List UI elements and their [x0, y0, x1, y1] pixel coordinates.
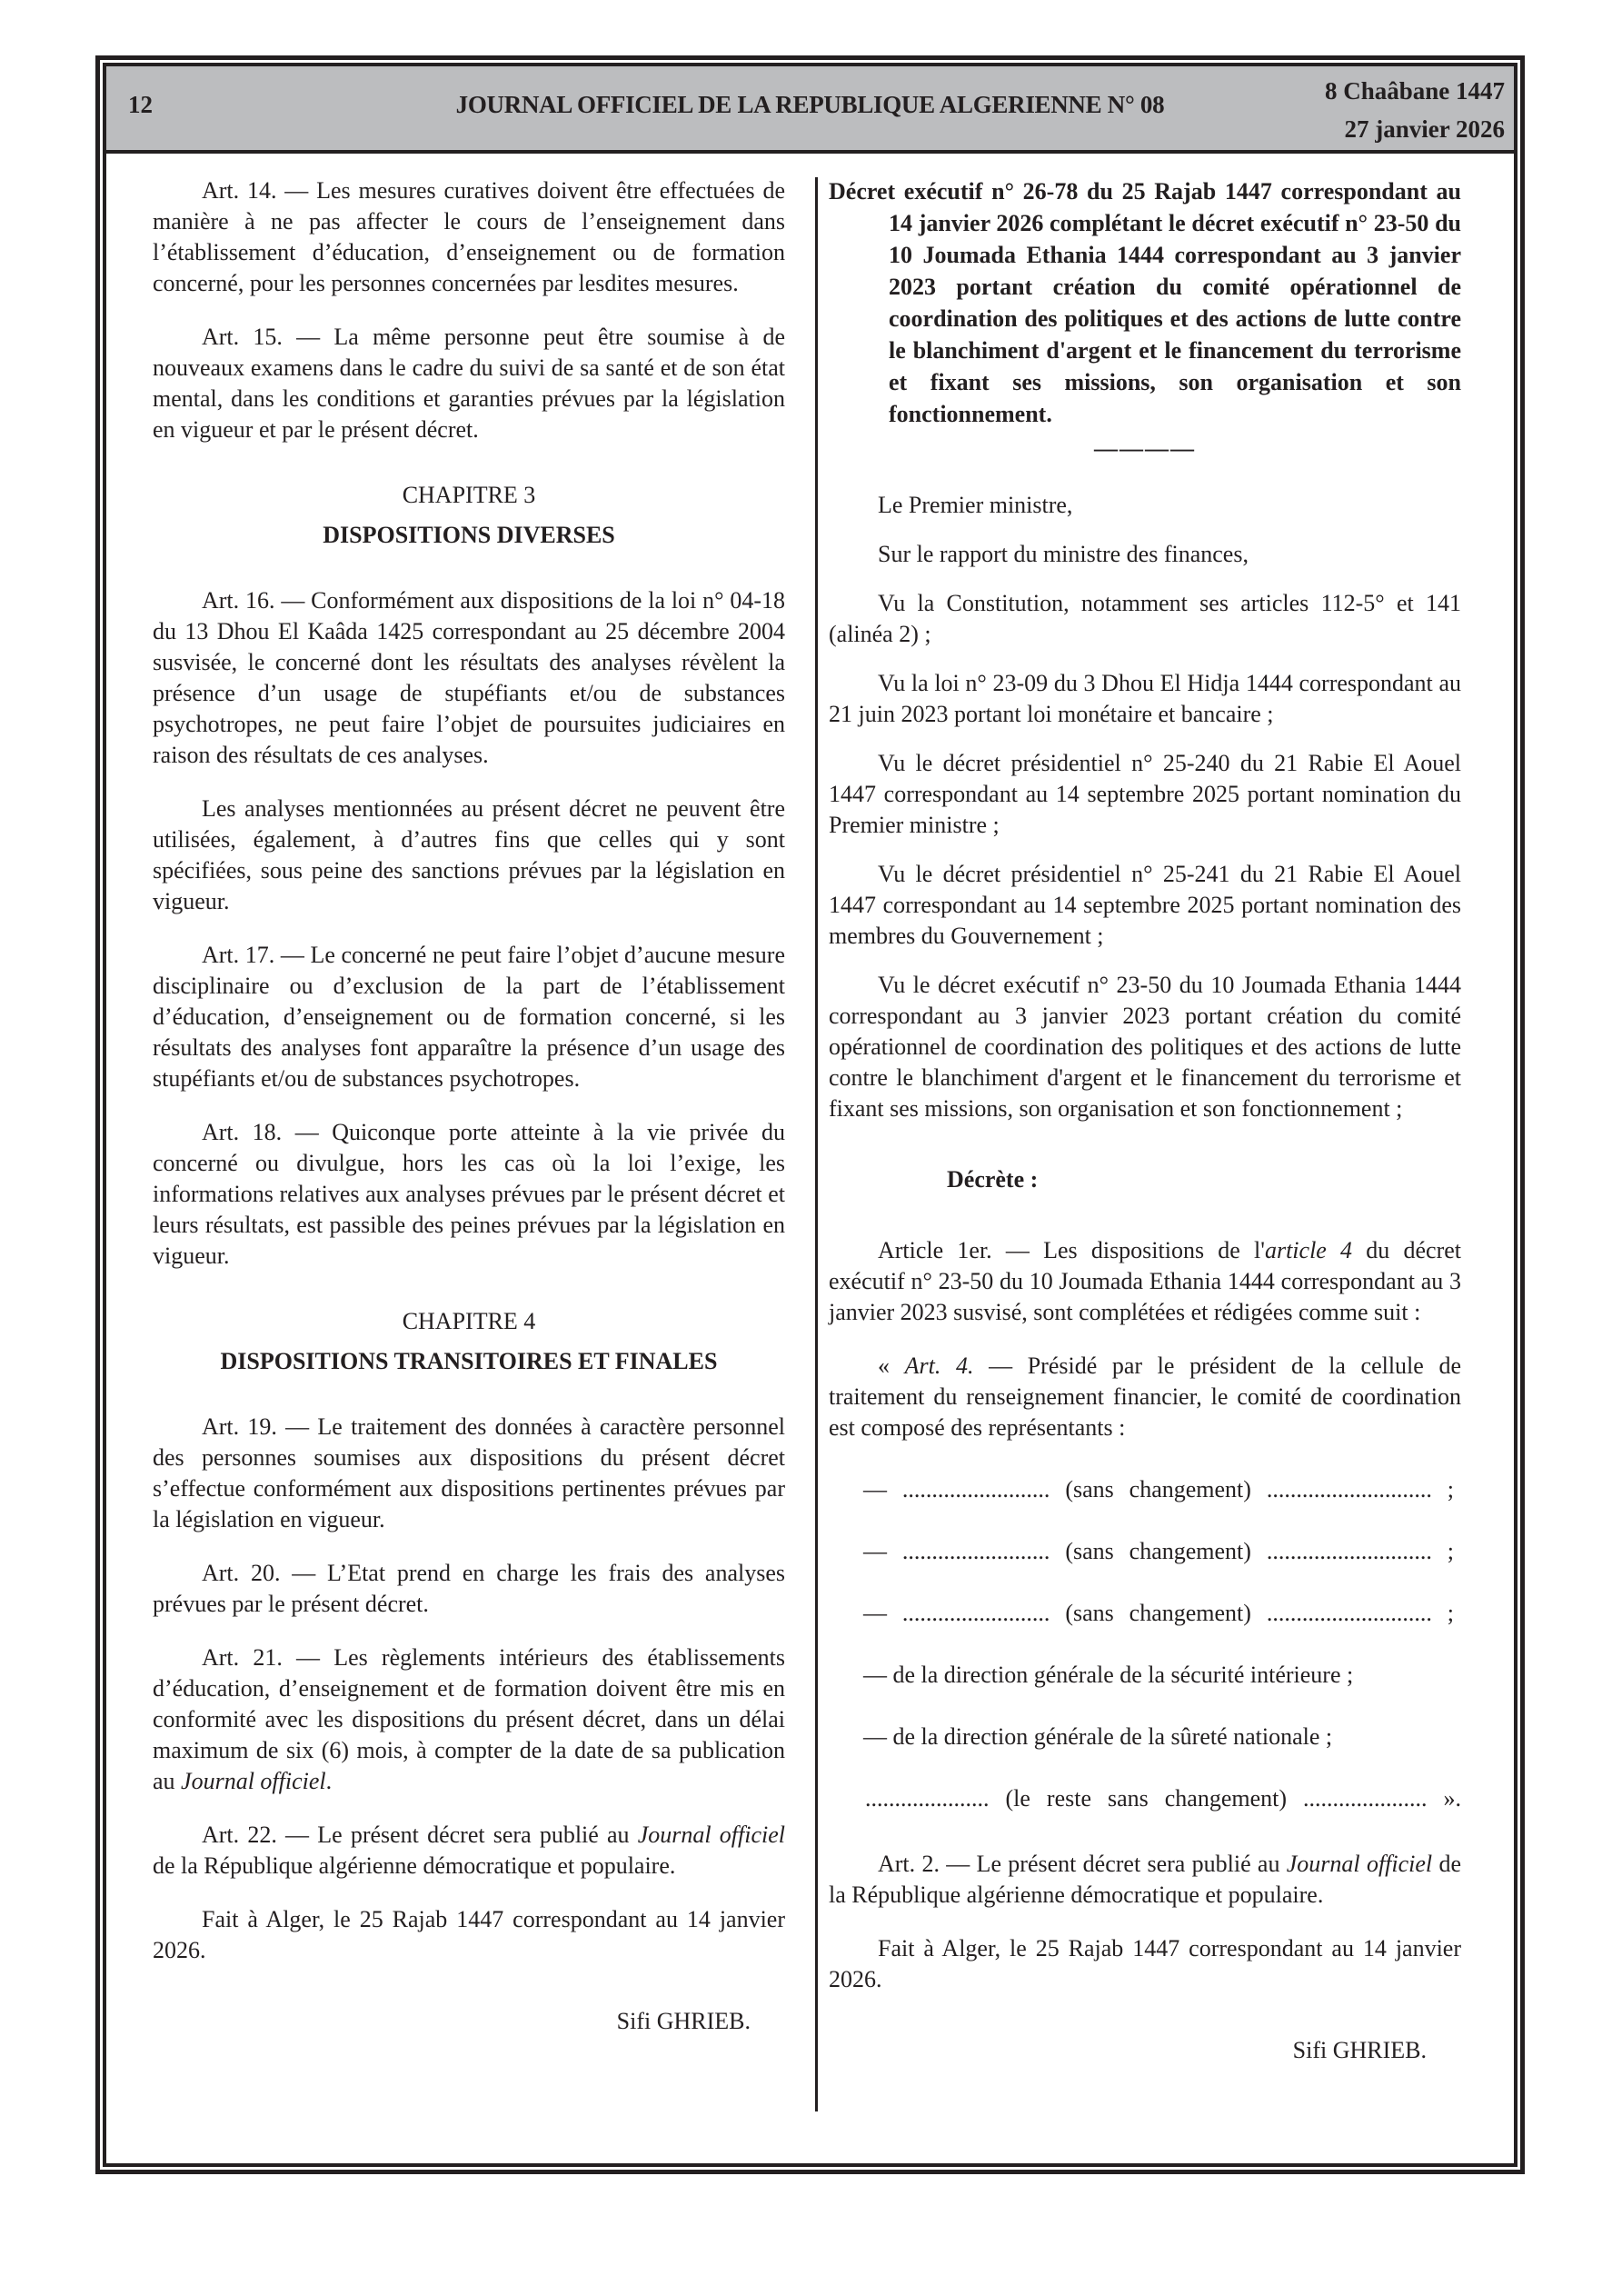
decree-title: Décret exécutif n° 26-78 du 25 Rajab 1447 correspondant au 14 janvier 2026 complétant le décret exécutif n° 23-50 du 10 Joumada Ethania 1444 correspondant au 3 janvier 2023 portant création du comité opérationnel de coordination des politiques et des actions de lutte contre le blanchiment d'argent et le financement du terrorisme et fixant ses missions, son organisation et son fonctionnement.	[829, 178, 1461, 427]
article-2	[829, 1849, 1461, 1911]
column-divider	[815, 177, 818, 2111]
article-16: Art. 16. — Conformément aux dispositions de la loi n° 04-18 du 13 Dhou El Kaâda 1425 correspondant au 25 décembre 2004 susvisée, le concerné dont les résultats des analyses révèlent la présence d’un usage de stupéfiants et/ou de substances psychotropes, ne peut faire l’objet de poursuites judiciaires en raison des résultats de ces analyses.	[153, 587, 785, 768]
article-4-amended	[829, 1351, 1461, 1443]
journal-officiel-ref: Journal officiel	[1286, 1851, 1433, 1877]
article-4-text: — Présidé par le président de la cellule de traitement du renseignement financier, le comité de coordination est composé des représentants :	[829, 1353, 1461, 1441]
list-item: — ......................... (sans changement) ............................ ;	[863, 1600, 1454, 1626]
article-20: Art. 20. — L’Etat prend en charge les frais des analyses prévues par le présent décret.	[153, 1560, 785, 1617]
journal-header	[106, 66, 1514, 154]
article-1-end: du décret exécutif n° 23-50 du 10 Joumada Ethania 1444 correspondant au 3 janvier 2023 susvisé, sont complétées et rédigées comme suit :	[829, 1237, 1461, 1325]
preamble-3: Vu la Constitution, notamment ses articles 112-5° et 141 (alinéa 2) ;	[829, 590, 1461, 647]
article-21	[153, 1642, 785, 1797]
preamble-4: Vu la loi n° 23-09 du 3 Dhou El Hidja 1444 correspondant au 21 juin 2023 portant loi monétaire et bancaire ;	[829, 670, 1461, 727]
rest-unchanged: ..................... (le reste sans changement) ..................... ».	[865, 1785, 1461, 1812]
page-number: 12	[128, 91, 153, 118]
article-21-end: .	[325, 1768, 333, 1794]
journal-officiel-ref: Journal officiel	[181, 1768, 326, 1794]
article-15: Art. 15. — La même personne peut être soumise à de nouveaux examens dans le cadre du suivi de sa santé et de son état mental, dans les conditions et garanties prévues par la législation en vigueur et par le présent décret.	[153, 324, 785, 443]
preamble-6: Vu le décret présidentiel n° 25-241 du 21 Rabie El Aouel 1447 correspondant au 14 septembre 2025 portant nomination des membres du Gouvernement ;	[829, 861, 1461, 949]
title-separator: ————	[1094, 435, 1196, 462]
chapter-3-title: DISPOSITIONS DIVERSES	[323, 522, 615, 548]
article-1-start: Article 1er. — Les dispositions de l'	[878, 1237, 1265, 1263]
article-16-paragraph-2: Les analyses mentionnées au présent décret ne peuvent être utilisées, également, à d’autres fins que celles qui y sont spécifiées, sous peine des sanctions prévues par la législation en vigueur.	[153, 795, 785, 914]
chapter-4-label: CHAPITRE 4	[402, 1308, 536, 1334]
chapter-3-label: CHAPITRE 3	[402, 482, 536, 508]
gregorian-date: 27 janvier 2026	[1344, 115, 1505, 143]
page-frame-outer	[95, 55, 1525, 2174]
article-17: Art. 17. — Le concerné ne peut faire l’objet d’aucune mesure disciplinaire ou d’exclusion de la part de l’établissement d’éducation, d’enseignement ou de formation concerné, si les résultats des analyses font apparaître la présence d’un usage des stupéfiants et/ou de substances psychotropes.	[153, 942, 785, 1092]
done-at-left: Fait à Alger, le 25 Rajab 1447 correspondant au 14 janvier 2026.	[153, 1906, 785, 1963]
article-19: Art. 19. — Le traitement des données à caractère personnel des personnes soumises aux dispositions du présent décret s’effectue conformément aux dispositions pertinentes prévues par la législation en vigueur.	[153, 1413, 785, 1532]
article-4-label: Art. 4.	[904, 1353, 974, 1379]
article-2-text: Art. 2. — Le présent décret sera publié au	[878, 1851, 1287, 1877]
article-21-text: Art. 21. — Les règlements intérieurs des établissements d’éducation, d’enseignement et de formation doivent être mis en conformité avec les dispositions du présent décret, dans un délai maximum de six (6) mois, à compter de la date de sa publication au	[153, 1644, 785, 1794]
article-4-ref: article 4	[1264, 1237, 1353, 1263]
article-22	[153, 1820, 785, 1882]
done-at-right: Fait à Alger, le 25 Rajab 1447 correspondant au 14 janvier 2026.	[829, 1935, 1461, 1992]
article-18: Art. 18. — Quiconque porte atteinte à la vie privée du concerné ou divulgue, hors les cas où la loi l’exige, les informations relatives aux analyses prévues par le présent décret et leurs résultats, est passible des peines prévues par la législation en vigueur.	[153, 1119, 785, 1269]
signature-right: Sifi GHRIEB.	[1292, 2037, 1427, 2063]
list-item: — de la direction générale de la sûreté nationale ;	[863, 1723, 1333, 1750]
preamble-5: Vu le décret présidentiel n° 25-240 du 21 Rabie El Aouel 1447 correspondant au 14 septembre 2025 portant nomination du Premier ministre ;	[829, 750, 1461, 838]
article-1	[829, 1235, 1461, 1328]
list-item: — de la direction générale de la sécurité intérieure ;	[863, 1662, 1354, 1688]
article-22-end: de la République algérienne démocratique et populaire.	[153, 1852, 676, 1879]
preamble-2: Sur le rapport du ministre des finances,	[878, 541, 1249, 567]
preamble-1: Le Premier ministre,	[878, 492, 1073, 518]
issue-dates	[1325, 72, 1505, 148]
signature-left: Sifi GHRIEB.	[616, 2008, 751, 2034]
journal-title: JOURNAL OFFICIEL DE LA REPUBLIQUE ALGERIENNE N° 08	[455, 91, 1165, 118]
article-14: Art. 14. — Les mesures curatives doivent être effectuées de manière à ne pas affecter le cours de l’enseignement dans l’établissement d’éducation, d’enseignement ou de formation concerné, pour les personnes concernées par lesdites mesures.	[153, 177, 785, 296]
left-column	[153, 175, 785, 2037]
page-frame-inner	[103, 63, 1518, 2167]
list-item: — ......................... (sans changement) ............................ ;	[863, 1538, 1454, 1564]
chapter-4-title: DISPOSITIONS TRANSITOIRES ET FINALES	[220, 1348, 718, 1374]
journal-officiel-ref: Journal officiel	[637, 1822, 786, 1848]
decrete-heading: Décrète :	[947, 1166, 1039, 1193]
open-quote: «	[878, 1353, 905, 1379]
right-column	[829, 175, 1461, 2066]
list-item: — ......................... (sans changement) ............................ ;	[863, 1476, 1454, 1502]
article-22-text: Art. 22. — Le présent décret sera publié au	[202, 1822, 638, 1848]
article-2-end: de la République algérienne démocratique et populaire.	[829, 1851, 1461, 1908]
preamble-7: Vu le décret exécutif n° 23-50 du 10 Joumada Ethania 1444 correspondant au 3 janvier 2023 portant création du comité opérationnel de coordination des politiques et des actions de lutte contre le blanchiment d'argent et le financement du terrorisme et fixant ses missions, son organisation et son fonctionnement ;	[829, 972, 1461, 1122]
hijri-date: 8 Chaâbane 1447	[1324, 77, 1505, 105]
